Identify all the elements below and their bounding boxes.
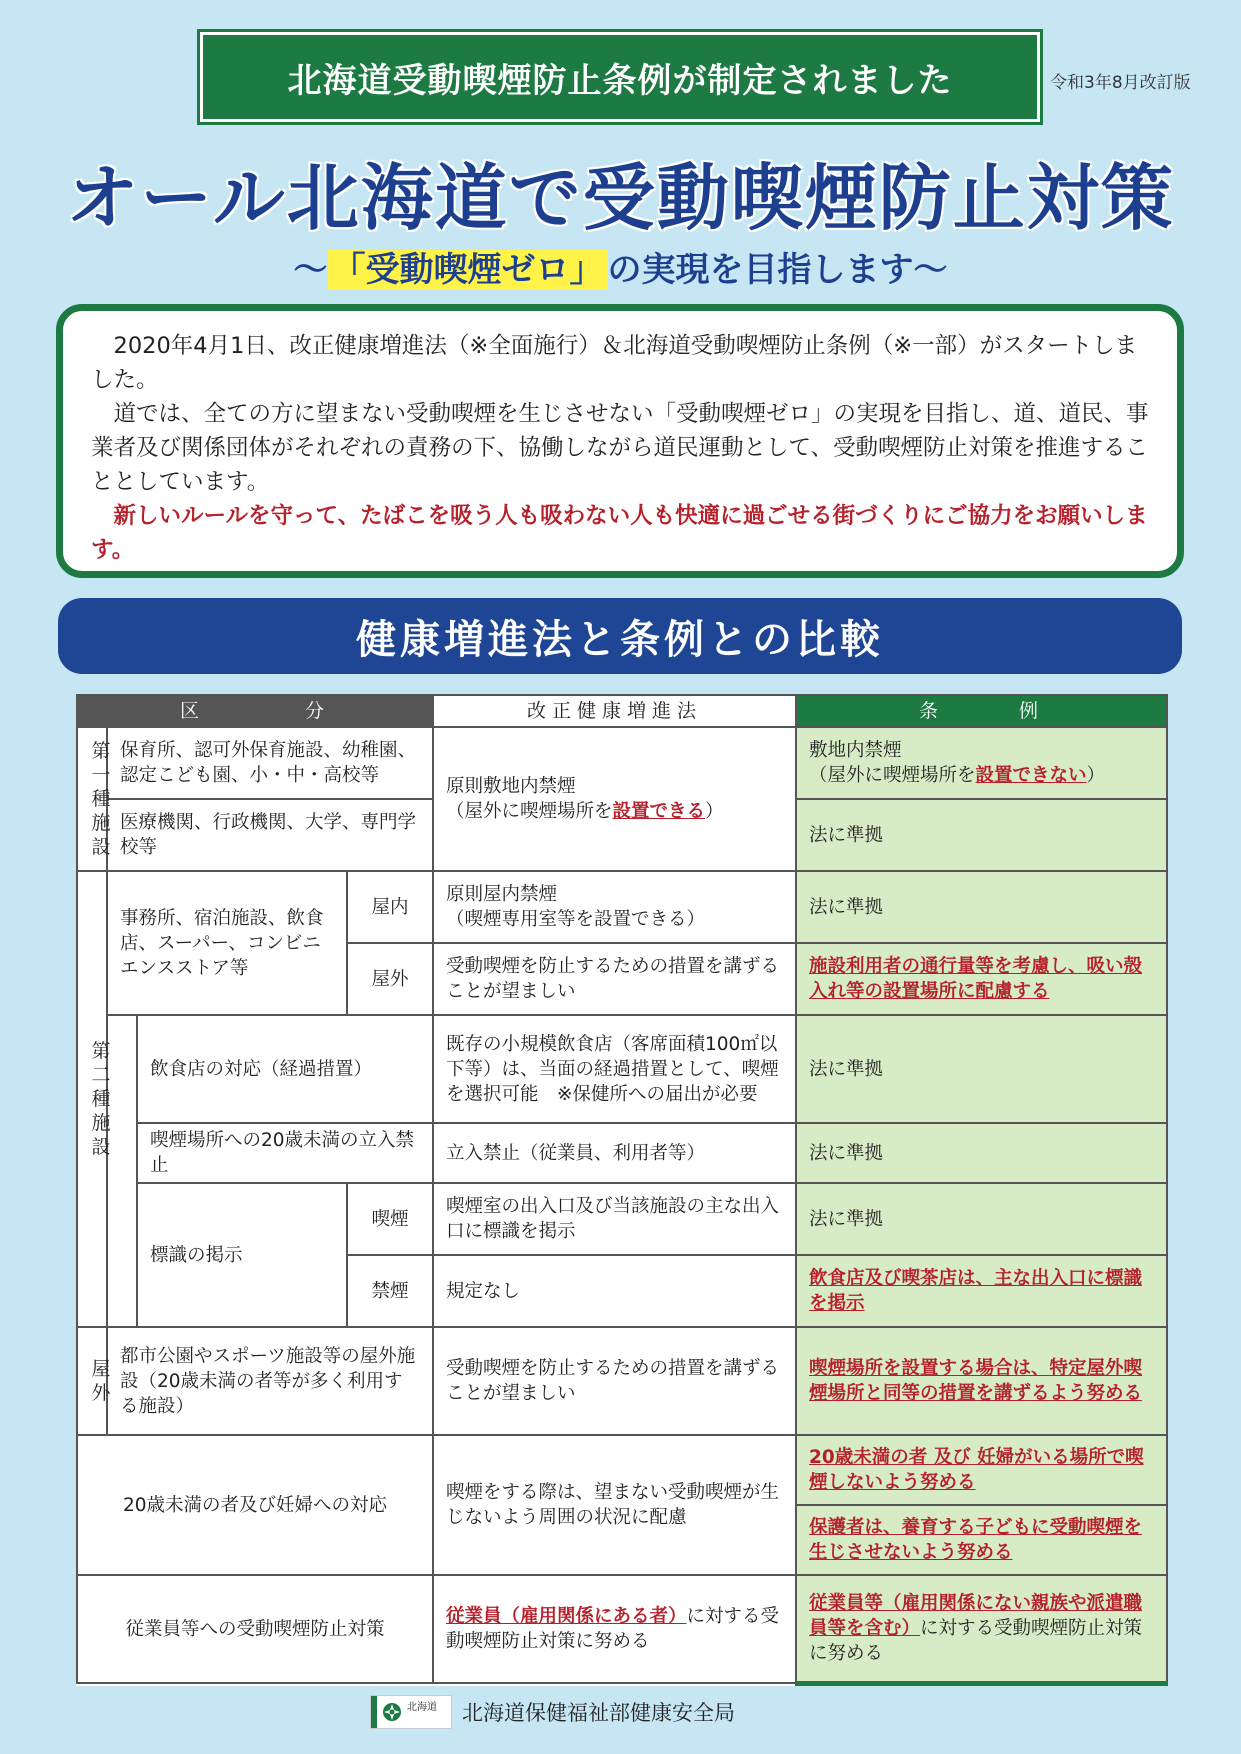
subtitle-pre: ～ bbox=[293, 250, 328, 290]
row-office-indoor: 屋内 bbox=[347, 871, 433, 943]
logo-text: 北海道 bbox=[407, 1702, 437, 1713]
type1-law: 原則敷地内禁煙 （屋外に喫煙場所を設置できる） bbox=[433, 727, 796, 871]
row-office-outdoor: 屋外 bbox=[347, 943, 433, 1015]
intro-paragraph-1: 2020年4月1日、改正健康増進法（※全面施行）＆北海道受動喫煙防止条例（※一部）がスタートしました。 bbox=[91, 333, 1138, 393]
row-signage-nonsmoking: 禁煙 bbox=[347, 1255, 433, 1327]
header-division: 区 分 bbox=[77, 695, 433, 727]
row-restaurant-ordinance: 法に準拠 bbox=[796, 1015, 1167, 1123]
row-signage-smoking-law: 喫煙室の出入口及び当該施設の主な出入口に標識を掲示 bbox=[433, 1183, 796, 1255]
hokkaido-emblem-icon bbox=[381, 1701, 403, 1723]
row-employees-law: 従業員（雇用関係にある者）に対する受動喫煙防止対策に努める bbox=[433, 1575, 796, 1683]
row-schools-division: 保育所、認可外保育施設、幼稚園、認定こども園、小・中・高校等 bbox=[107, 727, 433, 799]
row-office-outdoor-law: 受動喫煙を防止するための措置を講ずることが望ましい bbox=[433, 943, 796, 1015]
row-restaurant-law: 既存の小規模飲食店（客席面積100㎡以下等）は、当面の経過措置として、喫煙を選択可能 ※保健所への届出が必要 bbox=[433, 1015, 796, 1123]
hokkaido-logo bbox=[370, 1695, 452, 1729]
row-minors-pregnant-law: 喫煙をする際は、望まない受動喫煙が生じないよう周囲の状況に配慮 bbox=[433, 1435, 796, 1575]
intro-call-to-action: 新しいルールを守って、たばこを吸う人も吸わない人も快適に過ごせる街づくりにご協力をお願いします。 bbox=[91, 503, 1148, 563]
row-employees-ordinance: 従業員等（雇用関係にない親族や派遣職員等を含む）に対する受動喫煙防止対策に努める bbox=[796, 1575, 1167, 1683]
header-ordinance: 条 例 bbox=[796, 695, 1167, 727]
section-title: 健康増進法と条例との比較 bbox=[58, 598, 1182, 674]
category-type1: 第一種施設 bbox=[77, 727, 107, 871]
intro-box bbox=[56, 304, 1184, 578]
subtitle-highlight: 「受動喫煙ゼロ」 bbox=[328, 250, 608, 290]
revision-note: 令和3年8月改訂版 bbox=[1050, 73, 1191, 93]
row-office-outdoor-ordinance: 施設利用者の通行量等を考慮し、吸い殻入れ等の設置場所に配慮する bbox=[796, 943, 1167, 1015]
row-minors-pregnant-division: 20歳未満の者及び妊婦への対応 bbox=[77, 1435, 433, 1575]
footer-organization: 北海道保健福祉部健康安全局 bbox=[462, 1701, 735, 1725]
top-banner: 北海道受動喫煙防止条例が制定されました bbox=[200, 32, 1040, 122]
category-type2: 第二種施設 bbox=[77, 871, 107, 1327]
row-minors-entry-division: 喫煙場所への20歳未満の立入禁止 bbox=[137, 1123, 433, 1183]
row-schools-ordinance: 敷地内禁煙 （屋外に喫煙場所を設置できない） bbox=[796, 727, 1167, 799]
subtitle bbox=[0, 242, 1241, 291]
row-signage-smoking: 喫煙 bbox=[347, 1183, 433, 1255]
main-title: オール北海道で受動喫煙防止対策 bbox=[66, 156, 1175, 240]
row-medical-division: 医療機関、行政機関、大学、専門学校等 bbox=[107, 799, 433, 871]
row-signage-nonsmoking-law: 規定なし bbox=[433, 1255, 796, 1327]
row-office-indoor-ordinance: 法に準拠 bbox=[796, 871, 1167, 943]
row-minors-pregnant-ordinance: 20歳未満の者 及び 妊婦がいる場所で喫煙しないよう努める bbox=[796, 1435, 1167, 1505]
row-signage-smoking-ordinance: 法に準拠 bbox=[796, 1183, 1167, 1255]
row-restaurant-division: 飲食店の対応（経過措置） bbox=[137, 1015, 433, 1123]
row-minors-entry-ordinance: 法に準拠 bbox=[796, 1123, 1167, 1183]
row-minors-entry-law: 立入禁止（従業員、利用者等） bbox=[433, 1123, 796, 1183]
row-outdoor-law: 受動喫煙を防止するための措置を講ずることが望ましい bbox=[433, 1327, 796, 1435]
row-outdoor-ordinance: 喫煙場所を設置する場合は、特定屋外喫煙場所と同等の措置を講ずるよう努める bbox=[796, 1327, 1167, 1435]
intro-paragraph-2: 道では、全ての方に望まない受動喫煙を生じさせない「受動喫煙ゼロ」の実現を目指し、道、道民、事業者及び関係団体がそれぞれの責務の下、協働しながら道民運動として、受動喫煙防止対策を推進することとしています。 bbox=[91, 401, 1149, 495]
row-medical-ordinance: 法に準拠 bbox=[796, 799, 1167, 871]
row-employees-division: 従業員等への受動喫煙防止対策 bbox=[77, 1575, 433, 1683]
category-outdoor: 屋外 bbox=[77, 1327, 107, 1435]
header-health-law: 改正健康増進法 bbox=[433, 695, 796, 727]
subtitle-post: の実現を目指します～ bbox=[607, 250, 948, 290]
row-guardians-ordinance: 保護者は、養育する子どもに受動喫煙を生じさせないよう努める bbox=[796, 1505, 1167, 1575]
row-outdoor-division: 都市公園やスポーツ施設等の屋外施設（20歳未満の者等が多く利用する施設） bbox=[107, 1327, 433, 1435]
row-signage-nonsmoking-ordinance: 飲食店及び喫茶店は、主な出入口に標識を掲示 bbox=[796, 1255, 1167, 1327]
comparison-table bbox=[76, 694, 1168, 1686]
footer bbox=[370, 1692, 735, 1732]
row-signage-division: 標識の掲示 bbox=[137, 1183, 347, 1327]
row-office-division: 事務所、宿泊施設、飲食店、スーパー、コンビニエンスストア等 bbox=[107, 871, 347, 1015]
row-office-indoor-law: 原則屋内禁煙 （喫煙専用室等を設置できる） bbox=[433, 871, 796, 943]
